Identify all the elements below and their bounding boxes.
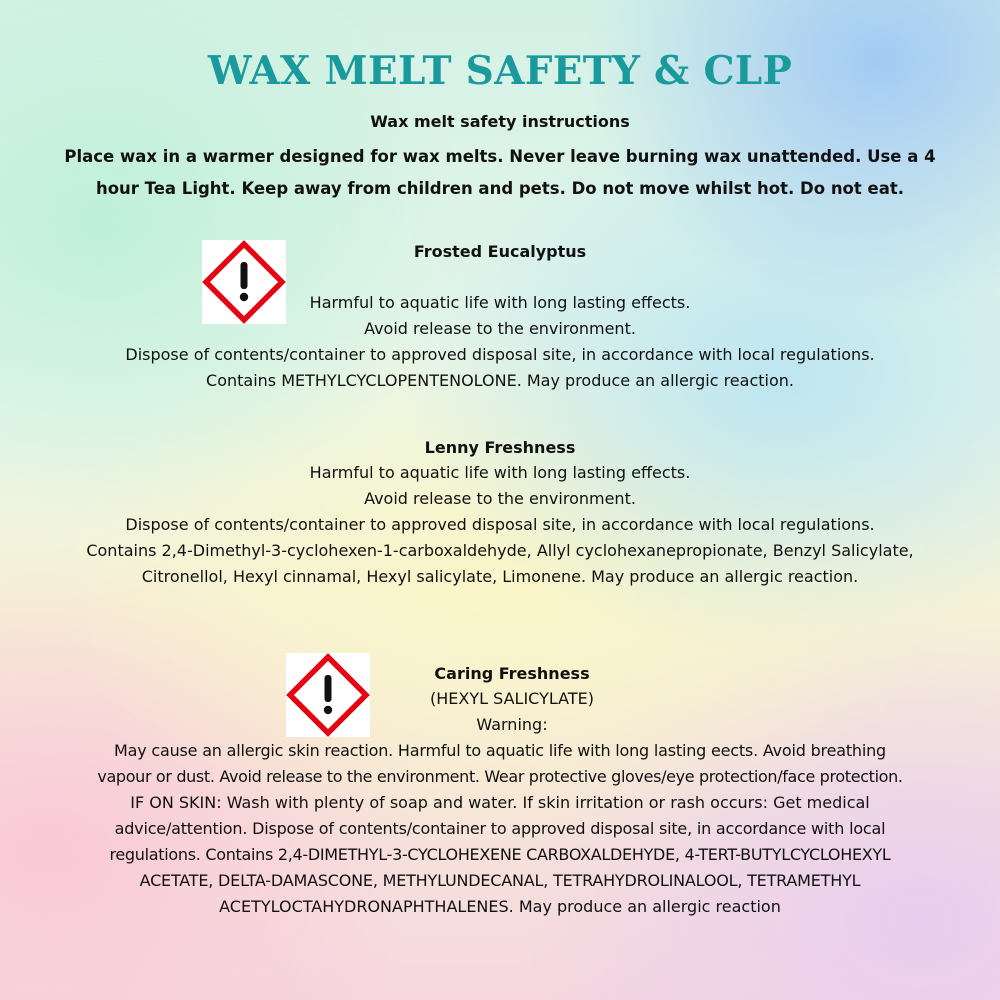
hazard-line: vapour or dust. Avoid release to the environment. Wear protective gloves/eye protection/face protection.	[97, 767, 903, 786]
hazard-line: (HEXYL SALICYLATE)	[430, 689, 594, 708]
hazard-line: Avoid release to the environment.	[364, 319, 636, 338]
hazard-line: Dispose of contents/container to approved disposal site, in accordance with local regulations.	[125, 515, 875, 534]
page-title: WAX MELT SAFETY & CLP	[207, 48, 793, 94]
hazard-line: May cause an allergic skin reaction. Harmful to aquatic life with long lasting eects. Avoid breathing	[114, 741, 886, 760]
hazard-line: advice/attention. Dispose of contents/container to approved disposal site, in accordance with local	[114, 819, 886, 838]
hazard-line: Contains 2,4-Dimethyl-3-cyclohexen-1-carboxaldehyde, Allyl cyclohexanepropionate, Benzyl Salicylate,	[86, 541, 914, 560]
hazard-line: regulations. Contains 2,4-DIMETHYL-3-CYCLOHEXENE CARBOXALDEHYDE, 4-TERT-BUTYLCYCLOHEXYL	[109, 845, 891, 864]
hazard-line: Dispose of contents/container to approved disposal site, in accordance with local regulations.	[125, 345, 875, 364]
product-name-frosted-eucalyptus: Frosted Eucalyptus	[413, 242, 587, 261]
product-caring-freshness-text	[0, 686, 1000, 920]
intro-heading: Wax melt safety instructions	[370, 112, 630, 131]
hazard-line: Avoid release to the environment.	[364, 489, 636, 508]
hazard-line: Citronellol, Hexyl cinnamal, Hexyl salicylate, Limonene. May produce an allergic reaction.	[141, 567, 859, 586]
hazard-line: ACETATE, DELTA-DAMASCONE, METHYLUNDECANAL, TETRAHYDROLINALOOL, TETRAMETHYL	[139, 871, 861, 890]
product-name-caring-freshness: Caring Freshness	[434, 664, 590, 683]
hazard-line: ACETYLOCTAHYDRONAPHTHALENES. May produce an allergic reaction	[219, 897, 781, 916]
hazard-line: Contains METHYLCYCLOPENTENOLONE. May produce an allergic reaction.	[206, 371, 794, 390]
intro-instructions	[20, 141, 980, 205]
hazard-line: IF ON SKIN: Wash with plenty of soap and water. If skin irritation or rash occurs: Get medical	[130, 793, 870, 812]
intro-line: hour Tea Light. Keep away from children and pets. Do not move whilst hot. Do not eat.	[95, 179, 905, 198]
product-frosted-eucalyptus-text	[0, 290, 1000, 394]
product-name-lenny-freshness: Lenny Freshness	[424, 438, 576, 457]
hazard-line: Harmful to aquatic life with long lasting effects.	[309, 293, 691, 312]
hazard-line: Harmful to aquatic life with long lasting effects.	[309, 463, 691, 482]
product-lenny-freshness-text	[0, 460, 1000, 590]
intro-line: Place wax in a warmer designed for wax melts. Never leave burning wax unattended. Use a 4	[64, 147, 936, 166]
warning-label: Warning:	[476, 715, 548, 734]
